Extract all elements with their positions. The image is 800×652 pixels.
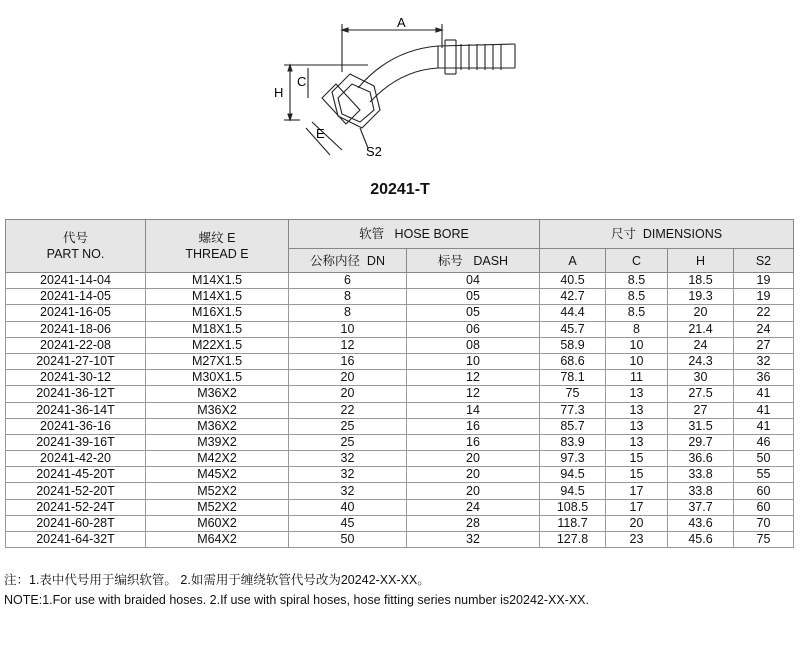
cell-thread: M14X1.5 [146,273,289,289]
note-cn: 注：1.表中代号用于编织软管。 2.如需用于缠绕软管代号改为20242-XX-XX。 [4,573,430,587]
cell-dn: 8 [289,289,407,305]
header-dimensions: 尺寸 DIMENSIONS [540,220,794,249]
cell-s2: 70 [734,515,794,531]
dim-c-label: C [297,74,307,89]
cell-h: 18.5 [668,273,734,289]
cell-a: 68.6 [540,353,606,369]
cell-dash: 06 [407,321,540,337]
cell-dn: 12 [289,337,407,353]
cell-h: 27.5 [668,386,734,402]
cell-c: 15 [606,467,668,483]
cell-thread: M22X1.5 [146,337,289,353]
cell-thread: M45X2 [146,467,289,483]
cell-s2: 24 [734,321,794,337]
cell-dn: 22 [289,402,407,418]
header-part-no [6,220,146,273]
cell-dash: 20 [407,451,540,467]
cell-part-no: 20241-64-32T [6,532,146,548]
cell-a: 127.8 [540,532,606,548]
cell-c: 23 [606,532,668,548]
cell-dn: 32 [289,483,407,499]
cell-c: 8.5 [606,305,668,321]
cell-s2: 75 [734,532,794,548]
cell-a: 94.5 [540,467,606,483]
cell-thread: M36X2 [146,402,289,418]
cell-s2: 60 [734,499,794,515]
cell-thread: M60X2 [146,515,289,531]
cell-a: 44.4 [540,305,606,321]
cell-part-no: 20241-16-05 [6,305,146,321]
cell-thread: M64X2 [146,532,289,548]
cell-h: 19.3 [668,289,734,305]
table-row [6,451,794,467]
cell-dash: 04 [407,273,540,289]
cell-h: 33.8 [668,467,734,483]
cell-s2: 41 [734,402,794,418]
cell-c: 13 [606,386,668,402]
cell-thread: M36X2 [146,418,289,434]
header-dash: 标号 DASH [407,249,540,273]
cell-s2: 60 [734,483,794,499]
cell-h: 24 [668,337,734,353]
cell-s2: 55 [734,467,794,483]
cell-dn: 50 [289,532,407,548]
cell-dash: 08 [407,337,540,353]
cell-a: 40.5 [540,273,606,289]
header-thread [146,220,289,273]
cell-s2: 27 [734,337,794,353]
cell-a: 118.7 [540,515,606,531]
cell-dn: 6 [289,273,407,289]
cell-part-no: 20241-36-12T [6,386,146,402]
cell-thread: M27X1.5 [146,353,289,369]
cell-part-no: 20241-30-12 [6,370,146,386]
cell-thread: M18X1.5 [146,321,289,337]
cell-c: 8.5 [606,289,668,305]
note-en: NOTE:1.For use with braided hoses. 2.If use with spiral hoses, hose fitting series number is20242-XX-XX. [4,593,589,607]
cell-thread: M30X1.5 [146,370,289,386]
table-row [6,273,794,289]
table-row [6,386,794,402]
cell-c: 13 [606,418,668,434]
cell-part-no: 20241-14-04 [6,273,146,289]
table-row [6,467,794,483]
cell-part-no: 20241-52-24T [6,499,146,515]
cell-h: 37.7 [668,499,734,515]
dim-s2-label: S2 [366,144,382,159]
table-row [6,289,794,305]
cell-a: 58.9 [540,337,606,353]
cell-dash: 16 [407,418,540,434]
cell-h: 24.3 [668,353,734,369]
cell-dash: 24 [407,499,540,515]
dim-e-label: E [316,126,325,141]
cell-part-no: 20241-36-16 [6,418,146,434]
cell-a: 83.9 [540,434,606,450]
cell-part-no: 20241-27-10T [6,353,146,369]
cell-dn: 25 [289,418,407,434]
cell-part-no: 20241-52-20T [6,483,146,499]
table-row [6,418,794,434]
cell-a: 97.3 [540,451,606,467]
cell-a: 77.3 [540,402,606,418]
page-title: 20241-T [370,181,430,198]
cell-thread: M52X2 [146,499,289,515]
header-thread-en: THREAD E [185,247,249,261]
cell-dash: 20 [407,483,540,499]
cell-part-no: 20241-60-28T [6,515,146,531]
cell-dash: 20 [407,467,540,483]
table-row [6,532,794,548]
cell-a: 78.1 [540,370,606,386]
table-row [6,499,794,515]
cell-c: 13 [606,402,668,418]
cell-s2: 22 [734,305,794,321]
cell-h: 36.6 [668,451,734,467]
cell-dn: 20 [289,386,407,402]
cell-c: 17 [606,483,668,499]
cell-s2: 36 [734,370,794,386]
cell-dash: 05 [407,289,540,305]
notes [4,570,589,610]
cell-h: 27 [668,402,734,418]
cell-s2: 50 [734,451,794,467]
cell-dash: 12 [407,370,540,386]
fitting-drawing [270,10,540,170]
cell-dn: 10 [289,321,407,337]
cell-c: 10 [606,337,668,353]
table-row [6,483,794,499]
spec-table-body [6,273,794,548]
cell-s2: 41 [734,386,794,402]
cell-s2: 41 [734,418,794,434]
cell-part-no: 20241-45-20T [6,467,146,483]
header-hose-bore: 软管 HOSE BORE [289,220,540,249]
cell-c: 10 [606,353,668,369]
table-row [6,370,794,386]
cell-dash: 28 [407,515,540,531]
cell-a: 108.5 [540,499,606,515]
cell-thread: M42X2 [146,451,289,467]
cell-s2: 46 [734,434,794,450]
cell-dash: 32 [407,532,540,548]
cell-dash: 14 [407,402,540,418]
cell-part-no: 20241-22-08 [6,337,146,353]
cell-part-no: 20241-42-20 [6,451,146,467]
cell-thread: M16X1.5 [146,305,289,321]
table-row [6,353,794,369]
cell-a: 45.7 [540,321,606,337]
cell-thread: M39X2 [146,434,289,450]
cell-part-no: 20241-39-16T [6,434,146,450]
cell-thread: M14X1.5 [146,289,289,305]
cell-s2: 19 [734,273,794,289]
cell-c: 8.5 [606,273,668,289]
cell-dn: 40 [289,499,407,515]
dim-h-label: H [274,85,284,100]
header-part-en: PART NO. [46,247,105,261]
table-row [6,321,794,337]
header-a: A [540,249,606,273]
cell-h: 20 [668,305,734,321]
cell-a: 75 [540,386,606,402]
cell-dn: 25 [289,434,407,450]
cell-s2: 19 [734,289,794,305]
cell-dn: 20 [289,370,407,386]
header-c: C [606,249,668,273]
cell-h: 29.7 [668,434,734,450]
cell-c: 11 [606,370,668,386]
table-row [6,402,794,418]
cell-dn: 16 [289,353,407,369]
cell-dn: 32 [289,467,407,483]
cell-c: 17 [606,499,668,515]
cell-h: 43.6 [668,515,734,531]
table-row [6,305,794,321]
dim-a-label: A [397,15,406,30]
cell-h: 33.8 [668,483,734,499]
cell-part-no: 20241-36-14T [6,402,146,418]
cell-dn: 8 [289,305,407,321]
cell-h: 31.5 [668,418,734,434]
cell-c: 20 [606,515,668,531]
table-row [6,434,794,450]
cell-c: 15 [606,451,668,467]
header-s2: S2 [734,249,794,273]
cell-thread: M52X2 [146,483,289,499]
cell-dash: 10 [407,353,540,369]
cell-h: 30 [668,370,734,386]
table-row [6,515,794,531]
cell-a: 85.7 [540,418,606,434]
cell-c: 13 [606,434,668,450]
cell-a: 42.7 [540,289,606,305]
cell-dash: 12 [407,386,540,402]
cell-dn: 45 [289,515,407,531]
header-part-cn: 代号 [62,231,88,245]
header-h: H [668,249,734,273]
cell-h: 21.4 [668,321,734,337]
cell-s2: 32 [734,353,794,369]
cell-dn: 32 [289,451,407,467]
cell-h: 45.6 [668,532,734,548]
cell-c: 8 [606,321,668,337]
cell-a: 94.5 [540,483,606,499]
table-row [6,337,794,353]
cell-dash: 16 [407,434,540,450]
header-dn: 公称内径 DN [289,249,407,273]
header-thread-cn: 螺纹 E [198,231,236,245]
cell-part-no: 20241-18-06 [6,321,146,337]
spec-table [5,219,794,548]
cell-part-no: 20241-14-05 [6,289,146,305]
cell-thread: M36X2 [146,386,289,402]
cell-dash: 05 [407,305,540,321]
